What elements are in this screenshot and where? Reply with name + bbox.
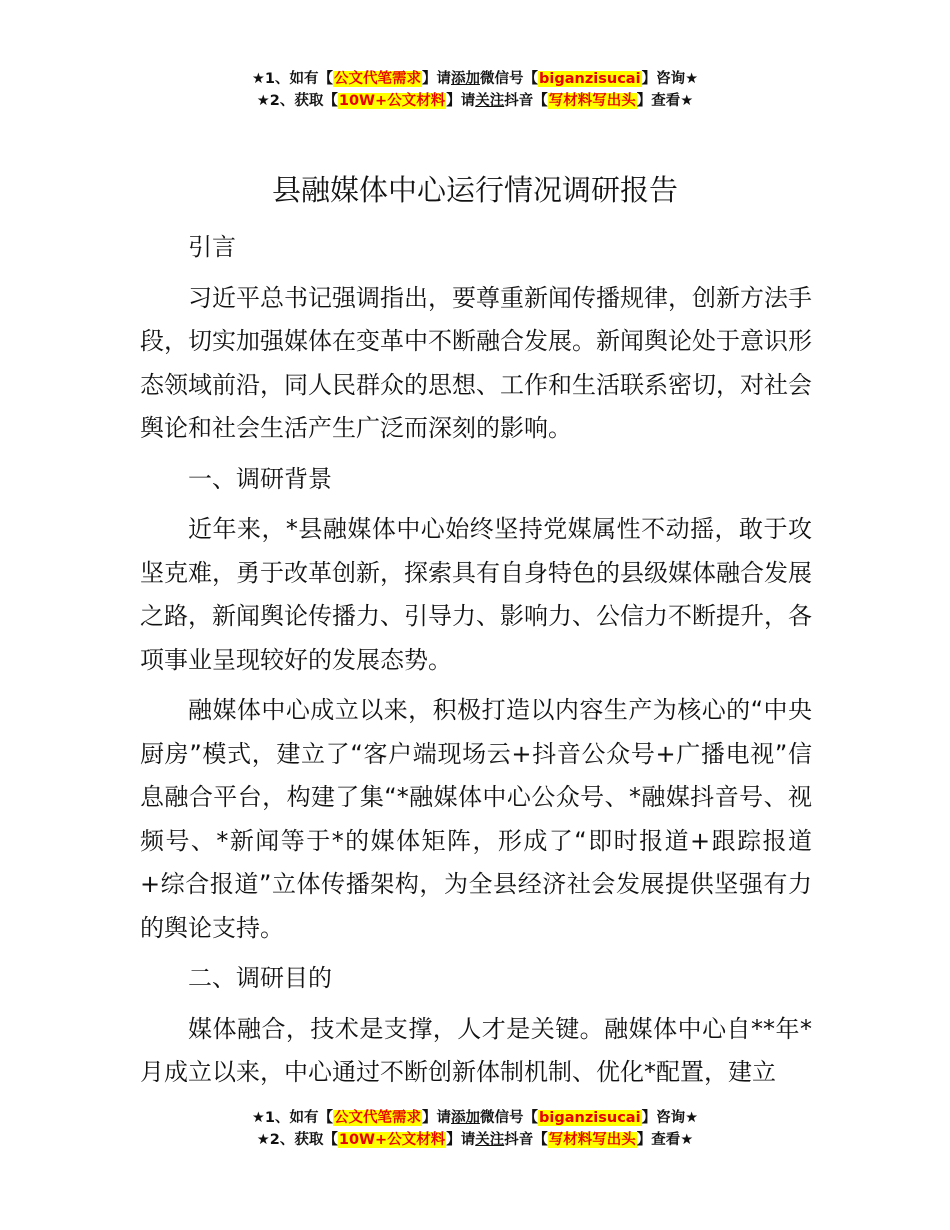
document-body [140,226,812,1095]
promo-highlight: 公文代笔需求 [334,1110,422,1126]
promo-line-1: ★1、如有【公文代笔需求】请添加微信号【biganzisucai】咨询★ [251,71,699,87]
body-paragraph: 媒体融合，技术是支撑，人才是关键。融媒体中心自**年*月成立以来，中心通过不断创新体制机制、优化*配置，建立 [140,1014,812,1086]
promo-line-2: ★2、获取【10W+公文材料】请关注抖音【写材料写出头】查看★ [256,1132,694,1148]
promo-line-1: ★1、如有【公文代笔需求】请添加微信号【biganzisucai】咨询★ [251,1110,699,1126]
section-heading: 一、调研背景 [188,464,332,493]
section-heading: 引言 [188,233,236,261]
document-title: 县融媒体中心运行情况调研报告 [271,173,678,207]
footer-promo-banner [0,1107,950,1151]
promo-highlight: 公文代笔需求 [334,71,422,87]
promo-highlight: biganzisucai [539,1110,641,1126]
promo-highlight: biganzisucai [539,71,641,87]
body-paragraph: 习近平总书记强调指出，要尊重新闻传播规律，创新方法手段，切实加强媒体在变革中不断融合发展。新闻舆论处于意识形态领域前沿，同人民群众的思想、工作和生活联系密切，对社会舆论和社会生活产生广泛而深刻的影响。 [140,283,812,442]
promo-line-2: ★2、获取【10W+公文材料】请关注抖音【写材料写出头】查看★ [256,93,694,109]
body-paragraph: 近年来，*县融媒体中心始终坚持党媒属性不动摇，敢于攻坚克难，勇于改革创新，探索具有自身特色的县级媒体融合发展之路，新闻舆论传播力、引导力、影响力、公信力不断提升，各项事业呈现较好的发展态势。 [140,515,812,674]
section-heading: 二、调研目的 [188,964,332,992]
header-promo-banner [0,68,950,112]
promo-highlight: 10W+公文材料 [338,1132,446,1148]
promo-highlight: 写材料写出头 [548,93,636,109]
promo-highlight: 写材料写出头 [548,1132,636,1148]
promo-highlight: 10W+公文材料 [338,93,446,109]
body-paragraph: 融媒体中心成立以来，积极打造以内容生产为核心的“中央厨房”模式，建立了“客户端现场云+抖音公众号+广播电视”信息融合平台，构建了集“*融媒体中心公众号、*融媒抖音号、视频号、*新闻等于*的媒体矩阵，形成了“即时报道+跟踪报道+综合报道”立体传播架构，为全县经济社会发展提供坚强有力的舆论支持。 [140,696,812,942]
